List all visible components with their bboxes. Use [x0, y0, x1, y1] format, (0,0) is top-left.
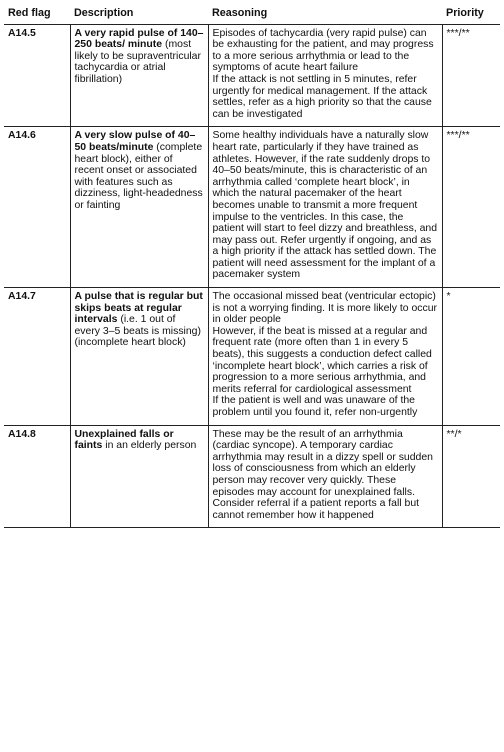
description-rest: (i.e. 1 out of every 3–5 beats is missing) (incomplete heart block)	[74, 314, 201, 349]
header-priority: Priority	[442, 4, 500, 24]
reasoning-paragraph: Episodes of tachycardia (very rapid pulse) can be exhausting for the patient, and may progress to a more serious arrhythmia or lead to the symptoms of acute heart failure	[212, 27, 434, 74]
flag-priority: *	[442, 288, 500, 426]
flag-reasoning	[208, 425, 442, 528]
description-rest: (most likely to be supraventricular tachycardia or atrial fibrillation)	[74, 39, 201, 85]
flag-priority: ***/**	[442, 24, 500, 127]
description-rest: (complete heart block), either of recent onset or associated with features such as dizziness, light-headedness or fainting	[74, 141, 203, 211]
reasoning-paragraph: The occasional missed beat (ventricular ectopic) is not a worrying finding. It is more likely to occur in older people	[212, 291, 437, 326]
description-bold: A very rapid pulse of 140–250 beats/ minute	[74, 27, 204, 51]
reasoning-paragraph: If the patient is well and was unaware of the problem until you found it, refer non-urgently	[212, 395, 418, 418]
header-description: Description	[70, 4, 208, 24]
description-rest: in an elderly person	[102, 440, 197, 452]
flag-description	[70, 24, 208, 127]
flag-code: A14.8	[4, 425, 70, 528]
table-row	[4, 127, 500, 288]
reasoning-paragraph: These may be the result of an arrhythmia (cardiac syncope). A temporary cardiac arrhythmia may result in a dizzy spell or sudden loss of consciousness from which an elderly person may recover very quickly. These episodes may account for unexplained falls. Consider referral if a patient reports a fall but cannot remember how it happened	[212, 428, 433, 521]
description-bold: A pulse that is regular but skips beats at regular intervals	[74, 291, 203, 326]
flag-code: A14.5	[4, 24, 70, 127]
flag-priority: ***/**	[442, 127, 500, 288]
flag-reasoning	[208, 127, 442, 288]
flag-description	[70, 425, 208, 528]
description-bold: A very slow pulse of 40–50 beats/minute	[74, 130, 196, 153]
table-header-row	[4, 4, 500, 24]
reasoning-paragraph: If the attack is not settling in 5 minutes, refer urgently for medical management. If the attack settles, refer as a high priority so that the cause can be investigated	[212, 73, 432, 120]
description-bold: Unexplained falls or faints	[74, 428, 174, 452]
table-row	[4, 425, 500, 528]
flag-description	[70, 127, 208, 288]
table-row	[4, 288, 500, 426]
header-reasoning: Reasoning	[208, 4, 442, 24]
header-red-flag: Red flag	[4, 4, 70, 24]
flag-description	[70, 288, 208, 426]
flag-code: A14.7	[4, 288, 70, 426]
flag-priority: **/*	[442, 425, 500, 528]
table-row	[4, 24, 500, 127]
reasoning-paragraph: Some healthy individuals have a naturally slow heart rate, particularly if they have trained as athletes. However, if the rate suddenly drops to 40–50 beats/minute, this is characteristic of an arrhythmia called ‘complete heart block’, in which the natural pacemaker of the heart becomes unable to transmit a more frequent impulse to the ventricles. In this case, the patient will start to feel dizzy and breathless, and may pass out. Refer urgently if ongoing, and as a high priority if the attack has settled down. The patient will need assessment for the implant of a pacemaker system	[212, 130, 438, 281]
red-flag-table	[4, 4, 500, 528]
flag-code: A14.6	[4, 127, 70, 288]
flag-reasoning	[208, 288, 442, 426]
flag-reasoning	[208, 24, 442, 127]
reasoning-paragraph: However, if the beat is missed at a regular and frequent rate (more often than 1 in every 5 beats), this suggests a conduction defect called ‘incomplete heart block’, which carries a risk of progression to a more serious arrhythmia, and merits referral for cardiological assessment	[212, 325, 432, 395]
